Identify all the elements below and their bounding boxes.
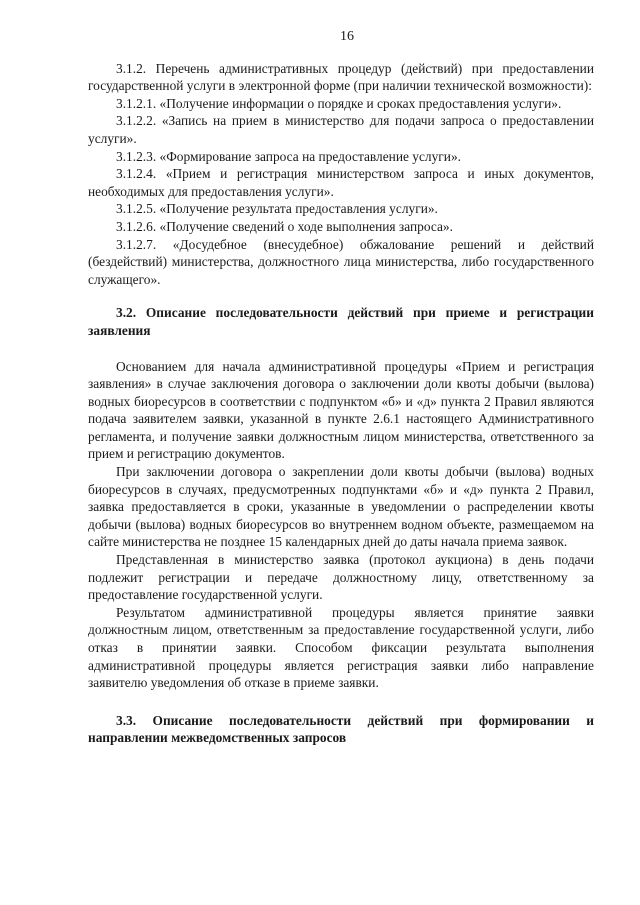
list-item: 3.1.2.6. «Получение сведений о ходе выполнения запроса». xyxy=(116,218,453,234)
list-item: 3.1.2.7. «Досудебное (внесудебное) обжалование решений и действий (бездействий) министерства, должностного лица министерства, либо государственного служащего». xyxy=(88,236,594,287)
paragraph: Представленная в министерство заявка (протокол аукциона) в день подачи подлежит регистрации и передаче должностному лицу, ответственному за предоставление государственной услуги. xyxy=(88,552,594,603)
page-number: 16 xyxy=(340,29,354,44)
list-item: 3.1.2.1. «Получение информации о порядке и сроках предоставления услуги». xyxy=(116,95,562,111)
list-item: 3.1.2.3. «Формирование запроса на предоставление услуги». xyxy=(116,148,462,164)
section-3-3-heading: 3.3. Описание последовательности действий при формировании и направлении межведомственных запросов xyxy=(88,712,594,746)
list-item: 3.1.2.5. «Получение результата предоставления услуги». xyxy=(116,201,438,217)
list-item: 3.1.2.4. «Прием и регистрация министерством запроса и иных документов, необходимых для предоставления услуги». xyxy=(88,166,594,199)
paragraph: При заключении договора о закреплении доли квоты добычи (вылова) водных биоресурсов в случаях, предусмотренных подпунктами «б» и «д» пункта 2 Правил, заявка предоставляется в сроки, указанные в уведомлении о распределении квоты добычи (вылова) водных биоресурсов во внутреннем водном объекте, размещаемом на сайте министерства не позднее 15 календарных дней до даты начала приема заявок. xyxy=(88,464,594,550)
paragraph: Основанием для начала административной процедуры «Прием и регистрация заявления» в случае заключения договора о заключении доли квоты добычи (вылова) водных биоресурсов в соответствии с подпунктом «б» и «д» пункта 2 Правил являются подача заявителем заявки, указанной в пункте 2.6.1 настоящего Административного регламента, и получение заявки должностным лицом министерства, ответственного за прием и регистрацию документов. xyxy=(88,358,594,462)
section-3-1-2-intro: 3.1.2. Перечень административных процедур (действий) при предоставлении государственной услуги в электронной форме (при наличии технической возможности): xyxy=(88,60,594,94)
paragraph: Результатом административной процедуры является принятие заявки должностным лицом, ответственным за предоставление государственной услуги, либо отказ в принятии заявки. Способом фиксации результата выполнения административной процедуры является регистрация заявки либо направление заявителю уведомления об отказе в приеме заявки. xyxy=(88,604,594,691)
list-item: 3.1.2.2. «Запись на прием в министерство для подачи запроса о предоставлении услуги». xyxy=(88,113,594,146)
section-3-2-heading: 3.2. Описание последовательности действий при приеме и регистрации заявления xyxy=(88,305,594,338)
